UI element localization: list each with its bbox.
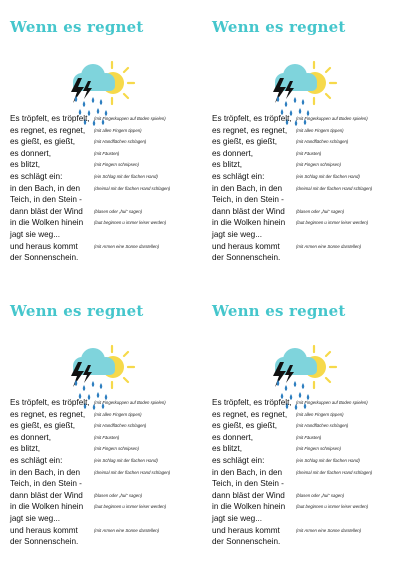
action-instruction: (mit Armen eine Sonne darstellen): [94, 243, 160, 249]
action-instruction: (ein Schlag mit der flachen Hand): [296, 173, 360, 179]
action-instruction: (mit Fäusten): [94, 150, 120, 156]
verse-line: [212, 206, 400, 218]
verse-text: es donnert,: [10, 148, 51, 158]
verse-line: [10, 159, 200, 171]
verse-text: der Sonnenschein.: [212, 537, 281, 547]
action-instruction: (blasen oder „hui“ sagen): [94, 208, 143, 214]
verse-text: es gießt, es gießt,: [212, 137, 278, 147]
verse-text: der Sonnenschein.: [10, 537, 79, 547]
verse-line: [10, 136, 200, 148]
action-instruction: (mit Armen eine Sonne darstellen): [94, 527, 160, 533]
action-instruction: (mit allen Fingern tippen): [94, 127, 142, 133]
verse-list: [212, 113, 400, 264]
action-instruction: (blasen oder „hui“ sagen): [296, 208, 345, 214]
verse-text: es blitzt,: [10, 444, 41, 454]
action-instruction: (dreimal mit der flachen Hand schlagen): [296, 185, 373, 191]
verse-text: es regnet, es regnet,: [212, 125, 288, 135]
verse-line: [212, 432, 400, 444]
verse-text: es blitzt,: [212, 160, 243, 170]
verse-text: dann bläst der Wind: [212, 206, 285, 216]
action-instruction: (mit Fingerkuppen auf Boden spielen): [94, 116, 166, 121]
verse-line: [10, 501, 200, 513]
verse-text: es blitzt,: [212, 444, 243, 454]
verse-text: in die Wolken hinein: [10, 218, 84, 228]
verse-line: [212, 113, 400, 125]
action-instruction: (mit Handflächen schlagen): [296, 423, 349, 429]
verse-text: und heraus kommt: [10, 241, 78, 251]
verse-text: jagt sie weg...: [10, 229, 61, 239]
verse-text: in den Bach, in den: [10, 183, 81, 193]
verse-line: [212, 443, 400, 455]
verse-text: und heraus kommt: [10, 525, 78, 535]
card-title: Wenn es regnet: [212, 18, 346, 36]
verse-line: [212, 467, 400, 479]
verse-line: [212, 536, 400, 548]
verse-line: [212, 171, 400, 183]
verse-text: es regnet, es regnet,: [10, 409, 86, 419]
rhyme-card: [212, 18, 400, 288]
verse-text: in den Bach, in den: [212, 183, 283, 193]
verse-text: und heraus kommt: [212, 241, 280, 251]
action-instruction: (blasen oder „hui“ sagen): [94, 492, 143, 498]
rhyme-card: [10, 18, 200, 288]
verse-list: [10, 397, 200, 548]
verse-text: in den Bach, in den: [10, 467, 81, 477]
verse-text: es blitzt,: [10, 160, 41, 170]
verse-line: [10, 443, 200, 455]
verse-text: Es tröpfelt, es tröpfelt,: [10, 398, 90, 407]
verse-text: es schlägt ein:: [212, 171, 265, 181]
card-title: Wenn es regnet: [10, 18, 144, 36]
verse-line: [10, 194, 200, 206]
verse-text: in die Wolken hinein: [212, 502, 286, 512]
verse-text: Teich, in den Stein -: [212, 479, 284, 489]
verse-line: [10, 432, 200, 444]
verse-text: Teich, in den Stein -: [10, 479, 82, 489]
verse-line: [212, 217, 400, 229]
action-instruction: (mit Fäusten): [296, 150, 322, 156]
verse-line: [10, 513, 200, 525]
verse-line: [212, 159, 400, 171]
action-instruction: (mit Armen eine Sonne darstellen): [296, 243, 362, 249]
verse-text: Es tröpfelt, es tröpfelt,: [212, 398, 292, 407]
verse-text: in die Wolken hinein: [212, 218, 286, 228]
verse-line: [10, 113, 200, 125]
card-title: Wenn es regnet: [10, 302, 144, 320]
verse-text: es regnet, es regnet,: [10, 125, 86, 135]
verse-text: es schlägt ein:: [10, 171, 63, 181]
verse-line: [212, 455, 400, 467]
action-instruction: (ein Schlag mit der flachen Hand): [296, 457, 360, 463]
rhyme-card: [10, 302, 200, 572]
verse-line: [10, 252, 200, 264]
verse-text: es gießt, es gießt,: [212, 421, 278, 431]
verse-line: [10, 183, 200, 195]
verse-text: es gießt, es gießt,: [10, 421, 76, 431]
action-instruction: (dreimal mit der flachen Hand schlagen): [94, 185, 171, 191]
verse-line: [10, 229, 200, 241]
verse-text: jagt sie weg...: [212, 229, 263, 239]
action-instruction: (mit Fingerkuppen auf Boden spielen): [296, 116, 368, 121]
action-instruction: (mit Fingern schnipsen): [94, 446, 139, 452]
action-instruction: (laut beginnen u immer leiser werden): [94, 504, 167, 510]
verse-line: [10, 525, 200, 537]
verse-line: [212, 409, 400, 421]
verse-line: [10, 241, 200, 253]
verse-line: [10, 536, 200, 548]
verse-line: [212, 183, 400, 195]
verse-line: [212, 501, 400, 513]
action-instruction: (mit Fäusten): [296, 434, 322, 440]
action-instruction: (mit Fingern schnipsen): [296, 162, 341, 168]
verse-line: [212, 125, 400, 137]
verse-line: [212, 397, 400, 409]
action-instruction: (mit Armen eine Sonne darstellen): [296, 527, 362, 533]
verse-line: [10, 455, 200, 467]
verse-text: es schlägt ein:: [212, 455, 265, 465]
verse-line: [212, 490, 400, 502]
verse-list: [10, 113, 200, 264]
verse-text: jagt sie weg...: [212, 513, 263, 523]
rhyme-card: [212, 302, 400, 572]
action-instruction: (mit allen Fingern tippen): [296, 411, 344, 417]
verse-line: [10, 171, 200, 183]
verse-text: es schlägt ein:: [10, 455, 63, 465]
action-instruction: (ein Schlag mit der flachen Hand): [94, 173, 158, 179]
action-instruction: (ein Schlag mit der flachen Hand): [94, 457, 158, 463]
verse-line: [10, 206, 200, 218]
verse-line: [212, 420, 400, 432]
verse-line: [212, 241, 400, 253]
verse-line: [212, 229, 400, 241]
verse-line: [212, 513, 400, 525]
action-instruction: (laut beginnen u immer leiser werden): [94, 220, 167, 226]
verse-line: [10, 217, 200, 229]
action-instruction: (mit allen Fingern tippen): [94, 411, 142, 417]
action-instruction: (mit Fingern schnipsen): [296, 446, 341, 452]
verse-text: Teich, in den Stein -: [212, 195, 284, 205]
verse-text: es donnert,: [212, 432, 253, 442]
verse-text: der Sonnenschein.: [212, 253, 281, 263]
verse-text: in den Bach, in den: [212, 467, 283, 477]
action-instruction: (dreimal mit der flachen Hand schlagen): [94, 469, 171, 475]
verse-line: [10, 397, 200, 409]
verse-text: es gießt, es gießt,: [10, 137, 76, 147]
verse-text: in die Wolken hinein: [10, 502, 84, 512]
action-instruction: (mit Fingerkuppen auf Boden spielen): [94, 400, 166, 405]
verse-text: der Sonnenschein.: [10, 253, 79, 263]
action-instruction: (mit allen Fingern tippen): [296, 127, 344, 133]
verse-text: dann bläst der Wind: [212, 490, 285, 500]
verse-line: [212, 252, 400, 264]
verse-text: Es tröpfelt, es tröpfelt,: [212, 114, 292, 123]
verse-line: [212, 136, 400, 148]
verse-text: jagt sie weg...: [10, 513, 61, 523]
verse-list: [212, 397, 400, 548]
action-instruction: (blasen oder „hui“ sagen): [296, 492, 345, 498]
action-instruction: (mit Handflächen schlagen): [94, 423, 147, 429]
verse-line: [10, 490, 200, 502]
action-instruction: (mit Handflächen schlagen): [94, 139, 147, 145]
verse-line: [212, 478, 400, 490]
action-instruction: (laut beginnen u immer leiser werden): [296, 504, 369, 510]
verse-line: [10, 478, 200, 490]
action-instruction: (mit Fingerkuppen auf Boden spielen): [296, 400, 368, 405]
action-instruction: (dreimal mit der flachen Hand schlagen): [296, 469, 373, 475]
verse-text: es donnert,: [212, 148, 253, 158]
action-instruction: (mit Handflächen schlagen): [296, 139, 349, 145]
verse-text: es regnet, es regnet,: [212, 409, 288, 419]
verse-text: Teich, in den Stein -: [10, 195, 82, 205]
action-instruction: (laut beginnen u immer leiser werden): [296, 220, 369, 226]
verse-text: dann bläst der Wind: [10, 206, 83, 216]
verse-line: [10, 467, 200, 479]
verse-line: [10, 420, 200, 432]
verse-line: [10, 409, 200, 421]
verse-text: dann bläst der Wind: [10, 490, 83, 500]
verse-text: es donnert,: [10, 432, 51, 442]
action-instruction: (mit Fäusten): [94, 434, 120, 440]
verse-line: [10, 125, 200, 137]
card-title: Wenn es regnet: [212, 302, 346, 320]
verse-text: Es tröpfelt, es tröpfelt,: [10, 114, 90, 123]
verse-line: [212, 148, 400, 160]
action-instruction: (mit Fingern schnipsen): [94, 162, 139, 168]
verse-line: [212, 194, 400, 206]
verse-text: und heraus kommt: [212, 525, 280, 535]
verse-line: [10, 148, 200, 160]
verse-line: [212, 525, 400, 537]
